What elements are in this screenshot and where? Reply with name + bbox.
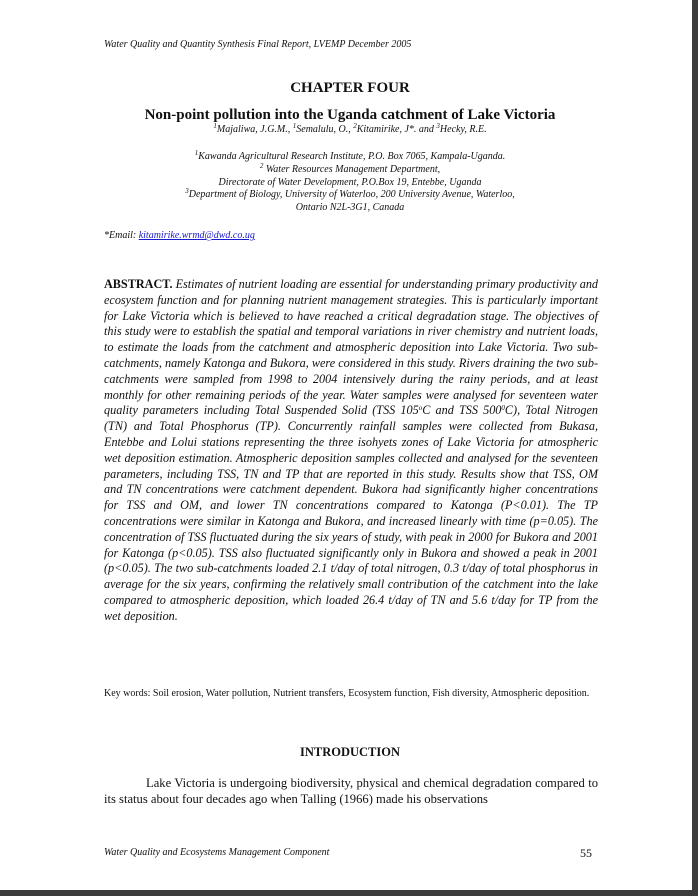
affiliation-line: Ontario N2L-3G1, Canada <box>295 202 405 214</box>
affiliation-line <box>0 161 698 177</box>
affiliation-text: Water Resources Management Department, <box>263 163 441 175</box>
author-sup: 2 <box>353 122 357 130</box>
affiliation-line <box>0 189 698 202</box>
page-shadow <box>692 0 698 896</box>
author-name: Kitamirike, J*. and <box>356 124 437 135</box>
affiliation-sup: 3 <box>185 187 189 196</box>
running-header: Water Quality and Quantity Synthesis Final Report, LVEMP December 2005 <box>104 39 412 50</box>
abstract-label: ABSTRACT. <box>104 277 173 291</box>
degree-sup: o <box>418 404 423 413</box>
abstract-text: C), Total Nitrogen (TN) and Total Phosphorus (TP). Concurrently rainfall samples were collected from Bukasa, Entebbe and Lolui stations representing the three isohyets zones of Lake Victoria for atmospheric wet deposition estimation. Atmospheric deposition samples collected and analysed for the seventeen parameters, including TSS, TN and TP that are reported in this study. Results show that TSS, OM and TN concentrations were catchment dependent. Bukora had significantly higher concentrations for TSS and OM, and lower TN concentrations compared to Katonga (P<0.01). The TP concentrations were similar in Katonga and Bukora, and increased linearly with time (p=0.05). The concentration of TSS fluctuated during the six years of study, with peak in 2000 for Bukora and 2001 for Katonga (p<0.05). TSS also fluctuated significantly only in Bukora and showed a peak in 2001 (p<0.05). The two sub-catchments loaded 2.1 t/day of total nitrogen, 0.3 t/day of total phosphorus in average for the six years, confirming the relatively small contribution of the catchment into the lake compared to atmospheric deposition, which loaded 26.4 t/day of TN and 5.6 t/day for TP from the wet deposition. <box>104 403 598 623</box>
chapter-label: CHAPTER FOUR <box>290 80 410 96</box>
author-sup: 1 <box>292 122 297 130</box>
affiliation-text: Department of Biology, University of Waterloo, 200 University Avenue, Waterloo, <box>188 189 515 201</box>
email-label: *Email: <box>104 230 139 241</box>
affiliation-line: Directorate of Water Development, P.O.Box 19, Entebbe, Uganda <box>218 176 482 188</box>
author-name: Majaliwa, J.G.M., <box>216 124 293 135</box>
affiliation-sup: 2 <box>259 161 264 170</box>
affiliations <box>0 151 698 215</box>
abstract-text: Estimates of nutrient loading are essential for understanding primary productivity and ecosystem function and for planning nutrient management strategies. This is particularly important for Lake Victoria which is believed to have reached a critical degradation stage. The objectives of this study were to establish the spatial and temporal variations in river chemistry and nutrient loads, to estimate the loads from the catchment and atmospheric deposition into Lake Victoria. Two sub-catchments, namely Katonga and Bukora, were considered in this study. Rivers draining the two sub-catchments were sampled from 1998 to 2004 intensively during the rainy periods, and at least monthly for other remaining periods of the year. Water samples were analysed for seventeen water quality parameters including Total Suspended Solid (TSS 105 <box>104 277 599 418</box>
abstract-paragraph <box>104 277 598 625</box>
page-number: 55 <box>580 846 592 860</box>
affiliation-text: Kawanda Agricultural Research Institute, P.O. Box 7065, Kampala-Uganda. <box>198 151 506 162</box>
contact-email <box>104 230 255 241</box>
chapter-title: Non-point pollution into the Uganda catchment of Lake Victoria <box>144 107 556 123</box>
section-heading: INTRODUCTION <box>299 745 400 759</box>
author-line <box>0 124 698 135</box>
running-footer: Water Quality and Ecosystems Management Component <box>104 847 330 858</box>
affiliation-line <box>0 151 698 164</box>
author-name: Hecky, R.E. <box>439 124 487 135</box>
keywords: Key words: Soil erosion, Water pollution, Nutrient transfers, Ecosystem function, Fish diversity, Atmospheric deposition. <box>104 688 590 699</box>
intro-paragraph: Lake Victoria is undergoing biodiversity, physical and chemical degradation compared to its status about four decades ago when Talling (1966) made his observations <box>104 776 598 806</box>
degree-sup: 0 <box>501 404 505 413</box>
author-sup: 1 <box>213 122 217 130</box>
abstract-text: C and TSS 500 <box>422 403 502 418</box>
page-shadow <box>0 890 698 896</box>
affiliation-sup: 1 <box>194 149 199 157</box>
author-sup: 3 <box>436 122 440 130</box>
author-name: Semalulu, O., <box>296 124 354 135</box>
email-link[interactable]: kitamirike.wrmd@dwd.co.ug <box>138 230 255 241</box>
